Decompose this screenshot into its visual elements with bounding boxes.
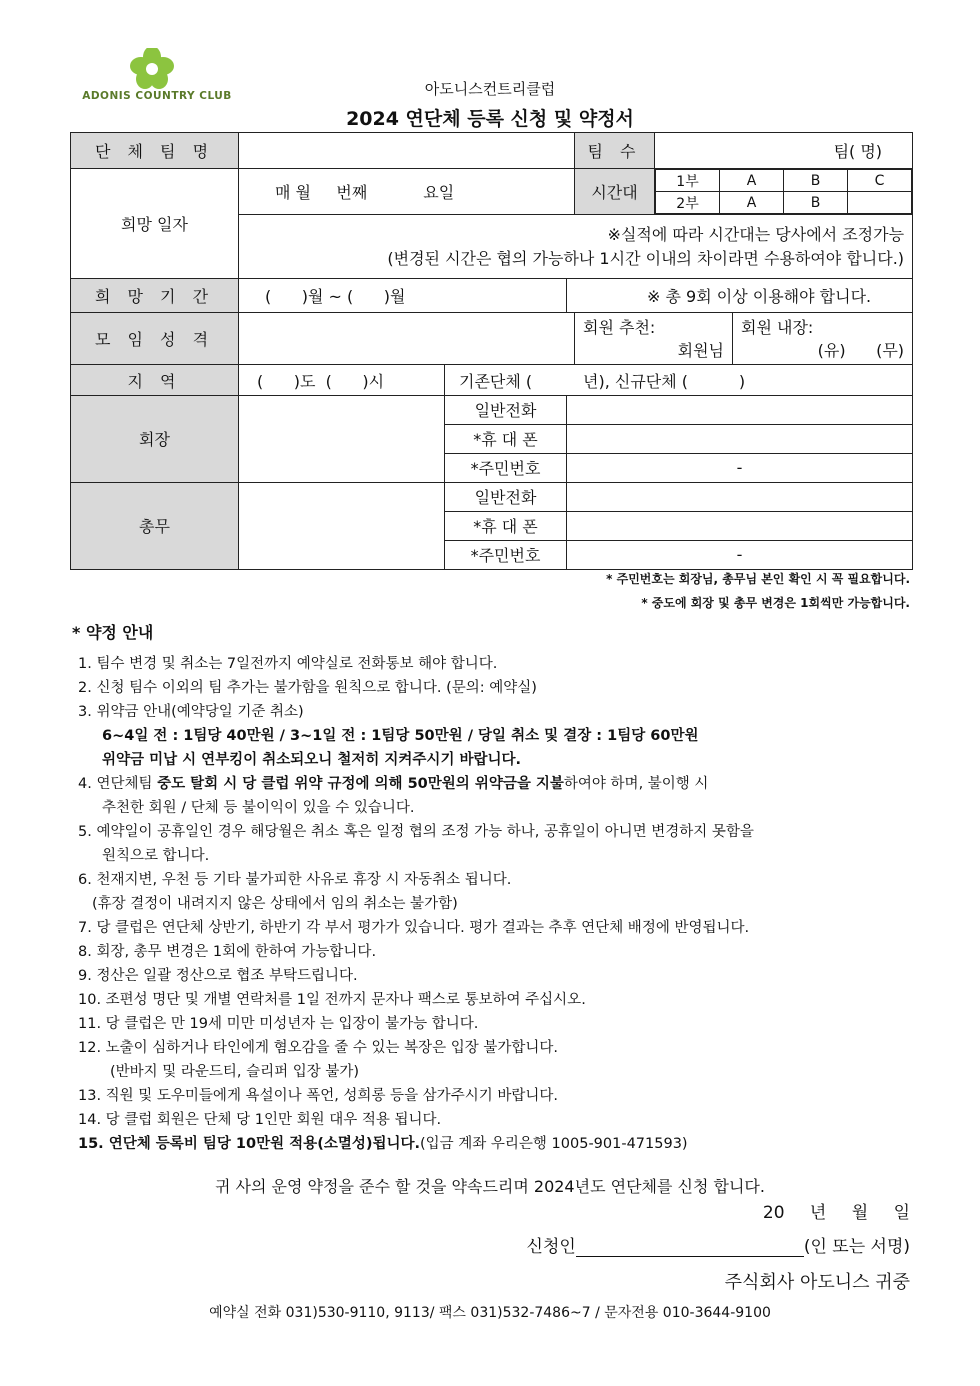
period-label: 희 망 기 간 bbox=[71, 279, 239, 313]
term-item: 13. 직원 및 도우미들에게 욕설이나 폭언, 성희롱 등을 삼가주시기 바랍니다. bbox=[78, 1088, 558, 1104]
terms-list bbox=[78, 652, 928, 1156]
term-item: 1. 팀수 변경 및 취소는 7일전까지 예약실로 전화통보 해야 합니다. bbox=[78, 656, 498, 672]
term-item-cont: (휴장 결정이 내려지지 않은 상태에서 임의 취소는 불가함) bbox=[92, 896, 458, 912]
manager-phone-field[interactable] bbox=[567, 482, 913, 511]
member-visit-options: (유) (무) bbox=[817, 341, 905, 361]
signature-line[interactable] bbox=[576, 1238, 804, 1257]
term-item: 2. 신청 팀수 이외의 팀 추가는 불가함을 원칙으로 합니다. (문의: 예약실) bbox=[78, 680, 537, 696]
manager-phone-label: 일반전화 bbox=[445, 482, 567, 511]
applicant-label: 신청인 bbox=[526, 1237, 576, 1257]
term-item: 5. 예약일이 공휴일인 경우 해당월은 취소 혹은 일정 협의 조정 가능 하나, 공휴일이 아니면 변경하지 못함을 bbox=[78, 824, 754, 840]
time-note-line1: ※실적에 따라 시간대는 당사에서 조정가능 bbox=[607, 224, 905, 244]
manager-label: 총무 bbox=[71, 482, 239, 569]
region-field[interactable]: ( )도 ( )시 bbox=[239, 365, 445, 395]
pledge-statement: 귀 사의 운영 약정을 준수 할 것을 약속드리며 2024년도 연단체를 신청 합니다. bbox=[215, 1177, 765, 1196]
term-penalty-warning: 위약금 미납 시 연부킹이 취소되오니 철저히 지켜주시기 바랍니다. bbox=[102, 752, 522, 768]
president-name-field[interactable] bbox=[239, 395, 445, 482]
term-item-cont: 추천한 회원 / 단체 등 불이익이 있을 수 있습니다. bbox=[102, 800, 415, 816]
president-resident-label: *주민번호 bbox=[445, 453, 567, 482]
member-recommend-suffix: 회원님 bbox=[677, 341, 725, 361]
contact-info: 예약실 전화 031)530-9110, 9113/ 팩스 031)532-7486~7 / 문자전용 010-3644-9100 bbox=[209, 1305, 771, 1321]
term-bold-text: 중도 탈회 시 당 클럽 위약 규정에 의해 50만원의 위약금을 지불 bbox=[157, 776, 564, 792]
period-field[interactable]: ( )월 ~ ( )월 bbox=[239, 279, 567, 313]
term-item: 9. 정산은 일괄 정산으로 협조 부탁드립니다. bbox=[78, 968, 358, 984]
team-name-label: 단 체 팀 명 bbox=[71, 133, 239, 169]
desired-date-field[interactable]: 매 월 번째 요일 bbox=[239, 169, 575, 215]
member-recommend-label: 회원 추천: bbox=[583, 318, 656, 338]
member-visit-field[interactable] bbox=[733, 313, 913, 365]
manager-mobile-label: *휴 대 폰 bbox=[445, 511, 567, 540]
manager-resident-label: *주민번호 bbox=[445, 540, 567, 569]
term-item: 10. 조편성 명단 및 개별 연락처를 1일 전까지 문자나 팩스로 통보하여 주십시오. bbox=[78, 992, 586, 1008]
slot-option-b[interactable]: B bbox=[784, 192, 848, 214]
term-text: 하여야 하며, 불이행 시 bbox=[563, 776, 709, 792]
term-item bbox=[78, 772, 928, 796]
slot-part: 1부 bbox=[656, 170, 720, 192]
slot-part: 2부 bbox=[656, 192, 720, 214]
term-text: (입금 계좌 우리은행 1005-901-471593) bbox=[420, 1136, 688, 1152]
term-item: 8. 회장, 총무 변경은 1회에 한하여 가능합니다. bbox=[78, 944, 377, 960]
term-item-cont: 원칙으로 합니다. bbox=[102, 848, 210, 864]
term-penalty-detail: 6~4일 전 : 1팀당 40만원 / 3~1일 전 : 1팀당 50만원 / 당일 취소 및 결장 : 1팀당 60만원 bbox=[102, 728, 699, 744]
slot-option-a[interactable]: A bbox=[720, 192, 784, 214]
manager-mobile-field[interactable] bbox=[567, 511, 913, 540]
logo-text: ADONIS COUNTRY CLUB bbox=[82, 90, 232, 102]
slot-option-c[interactable] bbox=[848, 192, 912, 214]
team-count-field[interactable]: 팀( 명) bbox=[655, 133, 913, 169]
slot-option-c[interactable]: C bbox=[848, 170, 912, 192]
member-visit-label: 회원 내장: bbox=[741, 318, 814, 338]
term-bold-text: 15. 연단체 등록비 팀당 10만원 적용(소멸성)됩니다. bbox=[78, 1136, 420, 1152]
slot-option-a[interactable]: A bbox=[720, 170, 784, 192]
registration-form-table bbox=[70, 132, 913, 570]
term-item: 11. 당 클럽은 만 19세 미만 미성년자 는 입장이 불가능 합니다. bbox=[78, 1016, 479, 1032]
recipient: 주식회사 아도니스 귀중 bbox=[724, 1272, 910, 1293]
term-item: 6. 천재지변, 우천 등 기타 불가피한 사유로 휴장 시 자동취소 됩니다. bbox=[78, 872, 512, 888]
period-note: ※ 총 9회 이상 이용해야 합니다. bbox=[567, 279, 913, 313]
term-item-cont: (반바지 및 라운드티, 슬리퍼 입장 불가) bbox=[110, 1064, 360, 1080]
time-note-line2: (변경된 시간은 협의 가능하나 1시간 이내의 차이라면 수용하여야 합니다.) bbox=[387, 248, 905, 268]
desired-date-label: 희망 일자 bbox=[71, 169, 239, 279]
manager-resident-field[interactable]: - bbox=[567, 540, 913, 569]
president-label: 회장 bbox=[71, 395, 239, 482]
region-label: 지 역 bbox=[71, 365, 239, 395]
term-item: 12. 노출이 심하거나 타인에게 혐오감을 줄 수 있는 복장은 입장 불가합니다. bbox=[78, 1040, 558, 1056]
time-slot-note bbox=[239, 215, 913, 279]
term-item bbox=[78, 1132, 928, 1156]
term-text: 4. 연단체팀 bbox=[78, 776, 158, 792]
team-count-label: 팀 수 bbox=[575, 133, 655, 169]
team-name-field[interactable] bbox=[239, 133, 575, 169]
manager-name-field[interactable] bbox=[239, 482, 445, 569]
resident-id-note: * 주민번호는 회장님, 총무님 본인 확인 시 꼭 필요합니다. bbox=[606, 572, 910, 586]
president-resident-field[interactable]: - bbox=[567, 453, 913, 482]
president-phone-field[interactable] bbox=[567, 395, 913, 424]
nature-field[interactable] bbox=[239, 313, 575, 365]
time-slot-label: 시간대 bbox=[575, 169, 655, 215]
member-recommend-field[interactable] bbox=[575, 313, 733, 365]
president-phone-label: 일반전화 bbox=[445, 395, 567, 424]
slot-option-b[interactable]: B bbox=[784, 170, 848, 192]
club-name: 아도니스컨트리클럽 bbox=[424, 80, 556, 98]
date-line[interactable]: 20 년 월 일 bbox=[762, 1203, 910, 1223]
president-mobile-label: *휴 대 폰 bbox=[445, 424, 567, 453]
term-item: 3. 위약금 안내(예약당일 기준 취소) bbox=[78, 704, 304, 720]
group-type-field[interactable]: 기존단체 ( 년), 신규단체 ( ) bbox=[445, 365, 913, 395]
time-slot-grid bbox=[655, 169, 913, 215]
president-mobile-field[interactable] bbox=[567, 424, 913, 453]
document-title: 2024 연단체 등록 신청 및 약정서 bbox=[346, 108, 634, 130]
applicant-suffix: (인 또는 서명) bbox=[803, 1237, 910, 1257]
term-item: 14. 당 클럽 회원은 단체 당 1인만 회원 대우 적용 됩니다. bbox=[78, 1112, 442, 1128]
terms-heading: * 약정 안내 bbox=[72, 623, 154, 642]
nature-label: 모 임 성 격 bbox=[71, 313, 239, 365]
term-item: 7. 당 클럽은 연단체 상반기, 하반기 각 부서 평가가 있습니다. 평가 결과는 추후 연단체 배정에 반영됩니다. bbox=[78, 920, 750, 936]
change-limit-note: * 중도에 회장 및 총무 변경은 1회씩만 가능합니다. bbox=[641, 596, 910, 610]
applicant-signature bbox=[527, 1232, 910, 1257]
